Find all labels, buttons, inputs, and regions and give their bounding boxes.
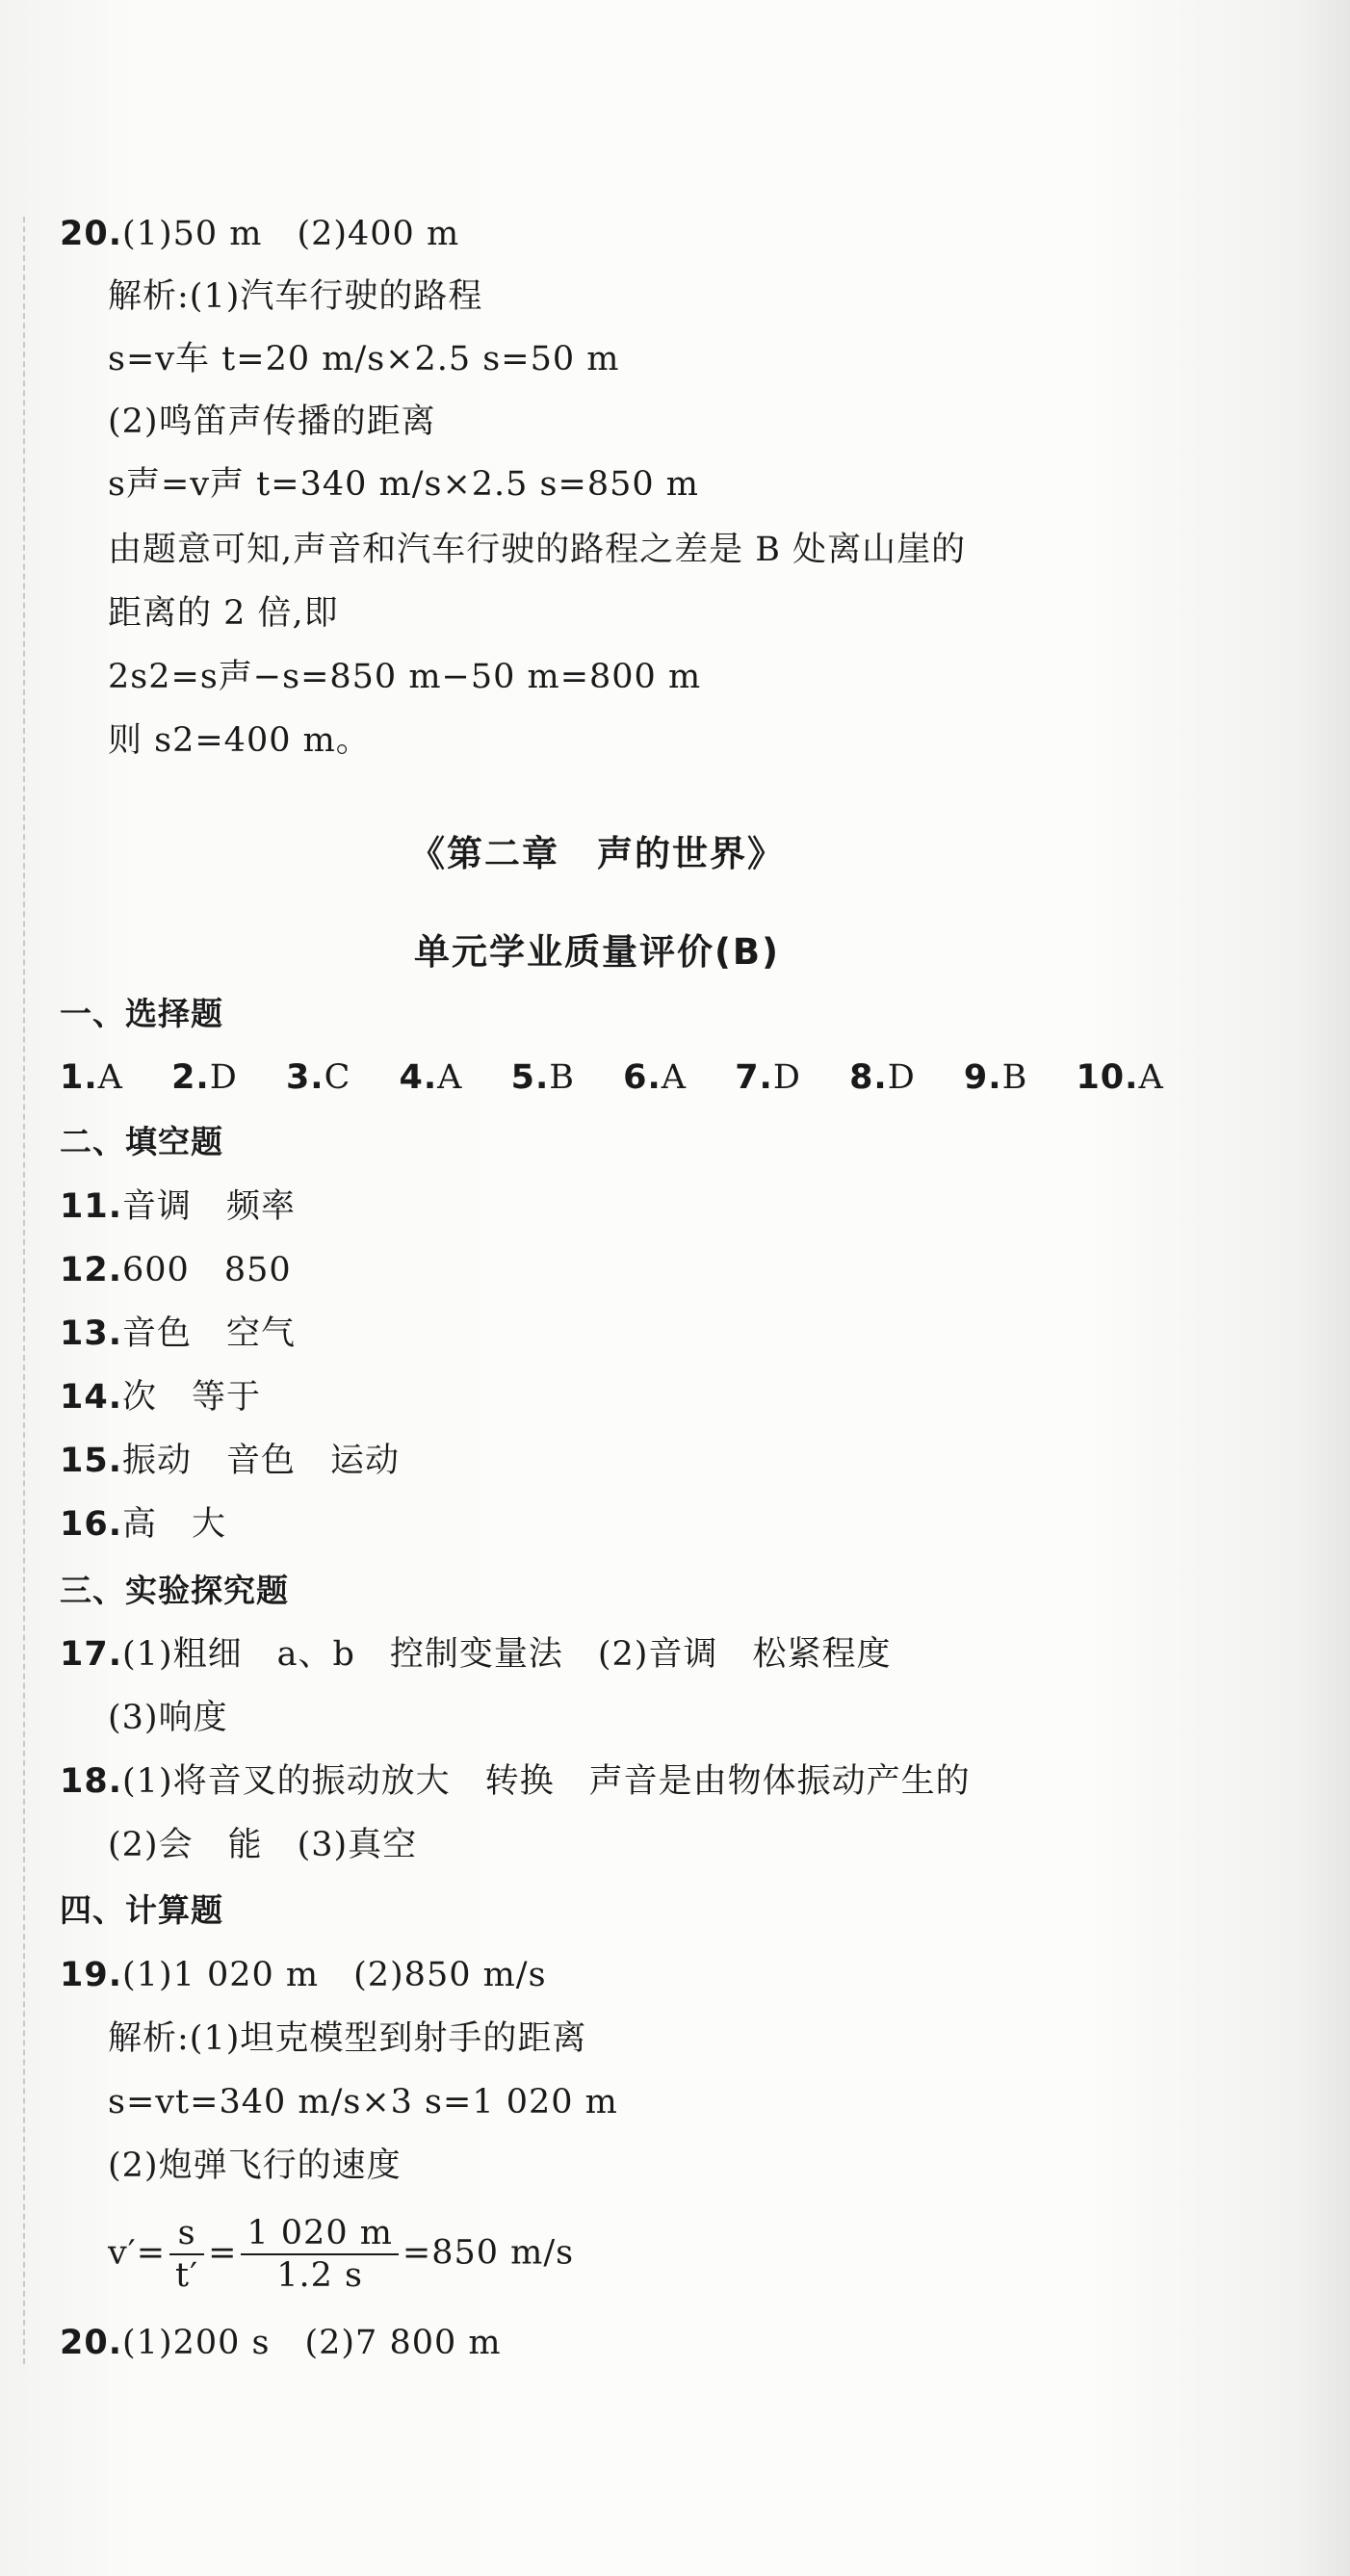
fraction-distance-over-time: $\frac{1 020 m}{1.2 s}$ xyxy=(241,2213,399,2296)
calc-analysis-line-1: 解析:(1)坦克模型到射手的距离 xyxy=(108,2019,587,2058)
choice-answer: 7.D xyxy=(735,1058,801,1097)
calc-answer-19: 19.(1)1 020 m (2)850 m/s xyxy=(60,1956,547,1994)
analysis-line-4: s声=v声 t=340 m/s×2.5 s=850 m xyxy=(108,465,699,504)
velocity-formula: v′= $\frac{s}{t'}$ = $\frac{1 020 m}{1.2 s}$ =850 m/s xyxy=(108,2214,575,2295)
binding-margin-line xyxy=(23,217,25,2364)
choice-answer: 10.A xyxy=(1076,1058,1164,1097)
analysis-line-8: 则 s2=400 m。 xyxy=(108,721,371,760)
calc-answer-20: 20.(1)200 s (2)7 800 m xyxy=(60,2324,502,2362)
chapter-title: 《第二章 声的世界》 xyxy=(409,833,785,874)
section-heading-fill: 二、填空题 xyxy=(60,1123,223,1160)
calc-analysis-line-3: (2)炮弹飞行的速度 xyxy=(108,2147,402,2185)
choice-answer: 3.C xyxy=(285,1058,351,1097)
fill-answer-16: 16.高 大 xyxy=(60,1505,227,1544)
fill-answer-13: 13.音色 空气 xyxy=(60,1314,297,1353)
fill-answer-14: 14.次 等于 xyxy=(60,1378,262,1417)
choice-answer: 8.D xyxy=(849,1058,916,1097)
q20-answer-line xyxy=(60,214,459,254)
analysis-line-3: (2)鸣笛声传播的距离 xyxy=(108,403,436,441)
section-heading-calculation: 四、计算题 xyxy=(60,1891,223,1929)
fraction-s-over-t: $\frac{s}{t'}$ xyxy=(169,2213,204,2296)
choice-answer: 9.B xyxy=(963,1058,1028,1097)
choice-answers-row xyxy=(60,1057,1164,1098)
section-heading-experiment: 三、实验探究题 xyxy=(60,1572,289,1609)
unit-title: 单元学业质量评价(B) xyxy=(413,931,781,973)
fill-answer-12: 12.600 850 xyxy=(60,1251,292,1289)
choice-answer: 1.A xyxy=(60,1058,123,1097)
exp-answer-17-cont: (3)响度 xyxy=(108,1699,228,1737)
analysis-line-5: 由题意可知,声音和汽车行驶的路程之差是 B 处离山崖的 xyxy=(108,531,967,569)
analysis-line-1: 解析:(1)汽车行驶的路程 xyxy=(108,277,483,316)
fill-answer-11: 11.音调 频率 xyxy=(60,1187,297,1226)
exp-answer-18-cont: (2)会 能 (3)真空 xyxy=(108,1826,418,1864)
choice-answer: 6.A xyxy=(623,1058,688,1097)
analysis-line-2: s=v车 t=20 m/s×2.5 s=50 m xyxy=(108,340,620,378)
section-heading-choice: 一、选择题 xyxy=(60,995,223,1032)
exp-answer-17: 17.(1)粗细 a、b 控制变量法 (2)音调 松紧程度 xyxy=(60,1635,892,1674)
choice-answer: 4.A xyxy=(399,1058,463,1097)
fill-answer-15: 15.振动 音色 运动 xyxy=(60,1442,401,1480)
analysis-line-7: 2s2=s声−s=850 m−50 m=800 m xyxy=(108,658,702,696)
answer-text: (1)50 m (2)400 m xyxy=(122,215,460,253)
analysis-line-6: 距离的 2 倍,即 xyxy=(108,594,339,633)
question-number: 20. xyxy=(60,215,123,253)
calc-analysis-line-2: s=vt=340 m/s×3 s=1 020 m xyxy=(108,2083,618,2121)
exp-answer-18: 18.(1)将音叉的振动放大 转换 声音是由物体振动产生的 xyxy=(60,1762,971,1801)
choice-answer: 5.B xyxy=(510,1058,575,1097)
choice-answer: 2.D xyxy=(171,1058,238,1097)
